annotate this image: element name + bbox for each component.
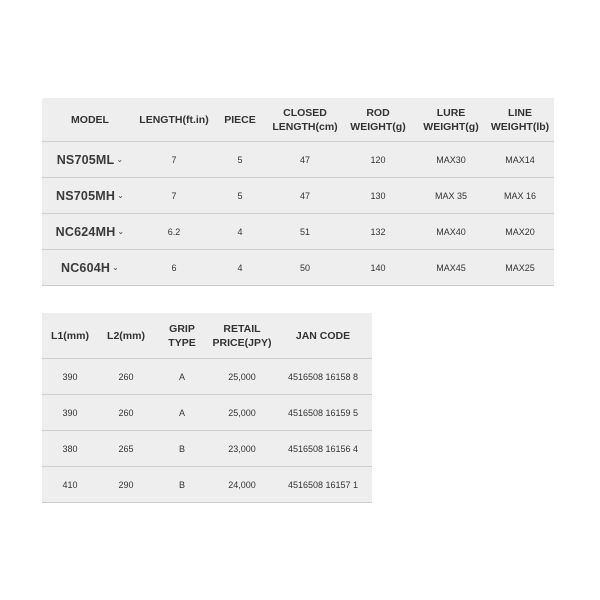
lure-weight-cell: MAX 35 <box>416 178 486 214</box>
header-length: LENGTH(ft.in) <box>139 113 209 126</box>
table-header-row <box>42 313 372 359</box>
jan-code-cell: 4516508 16157 1 <box>274 467 372 503</box>
lure-weight-cell: MAX45 <box>416 250 486 286</box>
model-cell[interactable]: NS705MH ⌄ <box>42 178 138 214</box>
header-retail-price: RETAIL PRICE(JPY) <box>212 322 272 349</box>
header-line-weight: LINE WEIGHT(lb) <box>490 106 550 133</box>
line-weight-cell: MAX20 <box>486 214 554 250</box>
table-row[interactable] <box>42 142 554 178</box>
chevron-down-icon[interactable]: ⌄ <box>112 262 120 272</box>
retail-price-cell: 24,000 <box>210 467 274 503</box>
header-piece: PIECE <box>224 113 256 126</box>
length-cell: 6.2 <box>138 214 210 250</box>
retail-price-cell: 23,000 <box>210 431 274 467</box>
piece-cell: 5 <box>210 142 270 178</box>
header-l2: L2(mm) <box>107 329 145 342</box>
table-row[interactable] <box>42 250 554 286</box>
model-cell[interactable]: NS705ML ⌄ <box>42 142 138 178</box>
lure-weight-cell: MAX30 <box>416 142 486 178</box>
jan-code-cell: 4516508 16156 4 <box>274 431 372 467</box>
table-row <box>42 359 372 395</box>
l1-cell: 390 <box>42 395 98 431</box>
l2-cell: 290 <box>98 467 154 503</box>
line-weight-cell: MAX25 <box>486 250 554 286</box>
table-row <box>42 431 372 467</box>
table-row <box>42 395 372 431</box>
rod-detail-table <box>42 313 372 503</box>
l1-cell: 390 <box>42 359 98 395</box>
header-jan-code: JAN CODE <box>295 329 351 342</box>
length-cell: 7 <box>138 178 210 214</box>
line-weight-cell: MAX 16 <box>486 178 554 214</box>
retail-price-cell: 25,000 <box>210 395 274 431</box>
chevron-down-icon[interactable]: ⌄ <box>117 226 125 236</box>
table-row[interactable] <box>42 214 554 250</box>
chevron-down-icon[interactable]: ⌄ <box>117 190 124 200</box>
header-rod-weight: ROD WEIGHT(g) <box>350 106 406 133</box>
length-cell: 6 <box>138 250 210 286</box>
closed-length-cell: 50 <box>270 250 340 286</box>
table-row <box>42 467 372 503</box>
jan-code-cell: 4516508 16159 5 <box>274 395 372 431</box>
piece-cell: 4 <box>210 214 270 250</box>
l2-cell: 260 <box>98 359 154 395</box>
l1-cell: 380 <box>42 431 98 467</box>
lure-weight-cell: MAX40 <box>416 214 486 250</box>
retail-price-cell: 25,000 <box>210 359 274 395</box>
rod-spec-table <box>42 98 554 286</box>
table-header-row <box>42 98 554 142</box>
l1-cell: 410 <box>42 467 98 503</box>
piece-cell: 5 <box>210 178 270 214</box>
header-model: MODEL <box>71 113 109 126</box>
rod-weight-cell: 130 <box>340 178 416 214</box>
l2-cell: 265 <box>98 431 154 467</box>
line-weight-cell: MAX14 <box>486 142 554 178</box>
grip-type-cell: A <box>154 359 210 395</box>
rod-weight-cell: 140 <box>340 250 416 286</box>
model-cell[interactable]: NC604H ⌄ <box>42 250 138 286</box>
grip-type-cell: B <box>154 431 210 467</box>
chevron-down-icon[interactable]: ⌄ <box>116 154 124 164</box>
header-grip-type: GRIP TYPE <box>168 322 196 349</box>
header-lure-weight: LURE WEIGHT(g) <box>423 106 479 133</box>
piece-cell: 4 <box>210 250 270 286</box>
header-l1: L1(mm) <box>51 329 89 342</box>
rod-weight-cell: 120 <box>340 142 416 178</box>
closed-length-cell: 47 <box>270 142 340 178</box>
closed-length-cell: 47 <box>270 178 340 214</box>
grip-type-cell: A <box>154 395 210 431</box>
l2-cell: 260 <box>98 395 154 431</box>
table-row[interactable] <box>42 178 554 214</box>
closed-length-cell: 51 <box>270 214 340 250</box>
grip-type-cell: B <box>154 467 210 503</box>
jan-code-cell: 4516508 16158 8 <box>274 359 372 395</box>
model-cell[interactable]: NC624MH ⌄ <box>42 214 138 250</box>
header-closed-length: CLOSED LENGTH(cm) <box>272 106 338 133</box>
rod-weight-cell: 132 <box>340 214 416 250</box>
length-cell: 7 <box>138 142 210 178</box>
